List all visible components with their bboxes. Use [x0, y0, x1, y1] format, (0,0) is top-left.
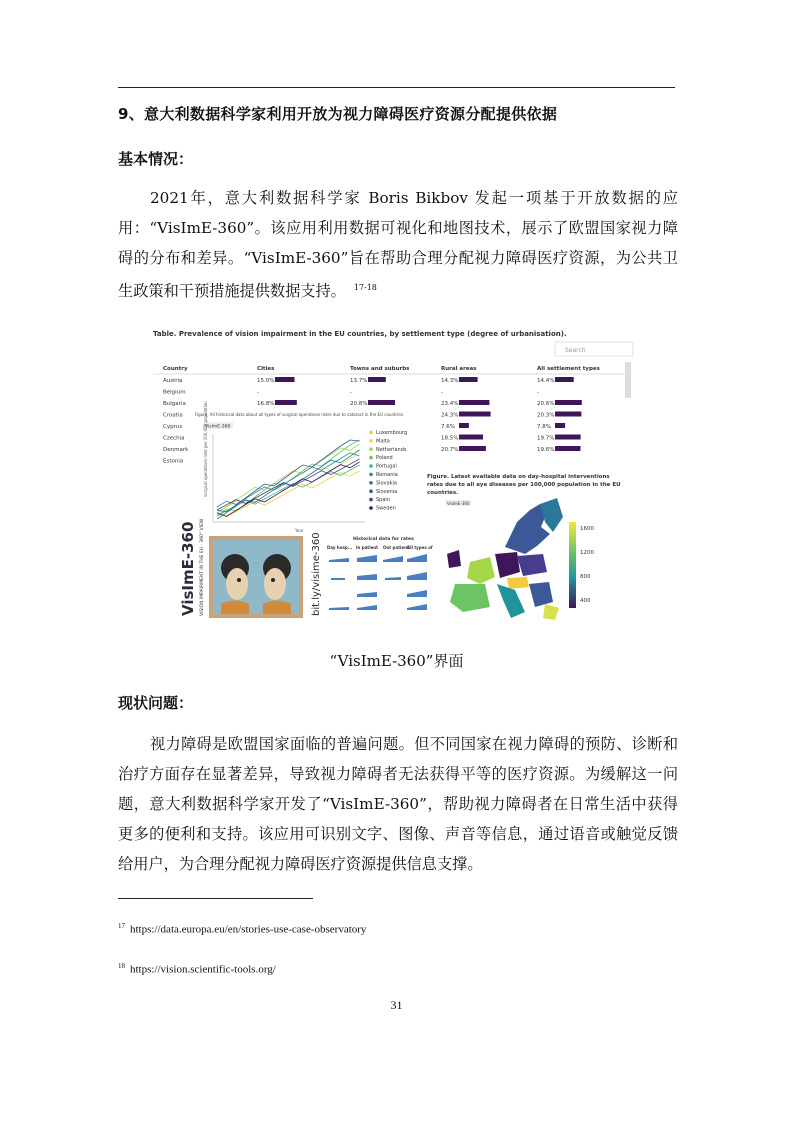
paragraph-text: 2021年，意大利数据科学家 Boris Bikbov 发起一项基于开放数据的应用：“VisImE-360”。该应用利用数据可视化和地图技术，展示了欧盟国家视力障碍的分布和差异。“VisImE-360”旨在帮助合理分配视力障碍医疗资源，为公共卫生政策和干预措施提供数据支持。 — [118, 189, 678, 301]
search-placeholder: Search — [565, 347, 586, 354]
table-header-row — [163, 366, 601, 372]
legend-marker — [369, 456, 373, 460]
table-bar — [459, 423, 469, 428]
eu-map — [447, 498, 563, 620]
table-row — [163, 459, 183, 465]
legend-marker — [369, 447, 373, 451]
line-chart-title: Figure. All historical data about all types of surgical operations rates due to cataract in the EU countries. — [195, 412, 405, 417]
table-bar — [459, 377, 478, 382]
col-country: Country — [163, 366, 188, 372]
artwork-image — [209, 536, 303, 618]
legend-item: Slovakia — [376, 480, 397, 487]
table-cell: Croatia — [163, 412, 183, 419]
paragraph-text: 视力障碍是欧盟国家面临的普遍问题。但不同国家在视力障碍的预防、诊断和治疗方面存在显著差异，导致视力障碍者无法获得平等的医疗资源。为缓解这一问题，意大利数据科学家开发了“VisImE-360”，帮助视力障碍者在日常生活中获得更多的便利和支持。该应用可识别文字、图像、声音等信息，通过语音或触觉反馈给用户，为合理分配视力障碍医疗资源提供信息支撑。 — [118, 735, 678, 873]
svg-text:1200: 1200 — [580, 550, 594, 556]
table-cell: 7.8% — [537, 424, 551, 430]
legend-item: Poland — [376, 455, 393, 462]
svg-text:In patient: In patient — [356, 545, 379, 550]
table-bar — [459, 412, 491, 417]
col-towns: Towns and suburbs — [350, 366, 410, 372]
table-bar — [555, 446, 580, 451]
table-title: Table. Prevalence of vision impairment in the EU countries, by settlement type (degree of urbanisation). — [153, 330, 567, 338]
table-cell: Bulgaria — [163, 401, 186, 407]
map-title — [427, 474, 621, 496]
legend-marker — [369, 431, 373, 435]
table-cell: 13.7% — [350, 378, 368, 384]
legend-marker — [369, 439, 373, 443]
line-chart-xlabel: Year — [295, 528, 304, 533]
footnote-number: 17 — [118, 922, 125, 930]
section-heading: 9、意大利数据科学家利用开放为视力障碍医疗资源分配提供依据 — [118, 105, 558, 123]
legend-marker — [369, 481, 373, 485]
table-cell: 20.7% — [441, 447, 459, 453]
table-bar — [555, 423, 565, 428]
legend-marker — [369, 464, 373, 468]
map-title-line3: countries. — [427, 490, 459, 496]
table-cell: - — [441, 389, 443, 396]
svg-text:800: 800 — [580, 574, 591, 580]
legend-marker — [369, 498, 373, 502]
table-cell: Czechia — [163, 435, 185, 442]
footnote-link[interactable]: https://data.europa.eu/en/stories-use-case-observatory — [130, 923, 367, 936]
map-ireland — [447, 550, 461, 568]
logo-title: VisImE-360 — [179, 521, 197, 616]
colorbar — [569, 522, 576, 608]
table-bar — [368, 377, 386, 382]
colorbar-ticks — [580, 526, 594, 604]
map-italy — [497, 584, 525, 618]
table-bar — [555, 400, 582, 405]
legend-item: Romania — [376, 472, 398, 478]
map-poland — [517, 554, 547, 576]
table-bar — [555, 377, 574, 382]
current-issues-title: 现状问题： — [118, 694, 194, 712]
page-number: 31 — [390, 998, 403, 1012]
basic-info-title: 基本情况： — [118, 150, 194, 168]
logo-subtitle: VISION IMPAIRMENT IN THE EU · 360° VIEW — [200, 518, 205, 616]
map-balkans — [529, 582, 553, 607]
table-cell: 23.4% — [441, 401, 459, 407]
hist-title: Historical data for rates — [353, 537, 414, 542]
table-cell: 24.3% — [441, 412, 459, 419]
table-cell: Belgium — [163, 389, 186, 396]
table-cell: 19.6% — [537, 447, 555, 453]
map-badge-text: VisImE-360 — [447, 501, 470, 506]
line-chart-ylabel: surgical operations rate per 100,000 population — [203, 401, 208, 497]
map-greece — [543, 604, 559, 620]
svg-text:Day hosp...: Day hosp... — [327, 545, 353, 550]
current-issues-paragraph — [118, 729, 678, 879]
map-germany — [495, 552, 520, 578]
legend-marker — [369, 473, 373, 477]
table-cell: - — [257, 389, 259, 396]
map-czechia — [507, 577, 529, 589]
table-cell: 19.7% — [537, 435, 555, 442]
footnote-number: 18 — [118, 962, 125, 970]
legend-item: Spain — [376, 497, 390, 504]
map-finland — [540, 498, 563, 532]
map-title-line2: rates due to all eye diseases per 100,000 population in the EU — [427, 482, 621, 488]
legend-item: Sweden — [376, 505, 396, 512]
table-cell: 14.4% — [537, 378, 555, 384]
table-bar — [368, 400, 395, 405]
table-cell: 18.5% — [441, 435, 459, 442]
table-cell: 15.0% — [257, 378, 275, 384]
figure-caption: “VisImE-360”界面 — [329, 652, 464, 670]
map-france — [467, 557, 495, 584]
table-cell: 7.6% — [441, 424, 455, 430]
svg-text:1600: 1600 — [580, 526, 594, 532]
col-all: All settlement types — [537, 366, 600, 372]
line-chart-badge-text: VisImE-360 — [205, 424, 231, 430]
table-bar — [275, 400, 297, 405]
table-cell: 20.8% — [350, 401, 368, 407]
table-cell: - — [350, 389, 352, 396]
visime-screenshot-figure — [145, 322, 640, 622]
col-rural: Rural areas — [441, 366, 477, 372]
legend-item: Malta — [376, 438, 390, 445]
table-cell: - — [537, 389, 539, 396]
logo-url: bit.ly/visime-360 — [311, 532, 322, 616]
table-row — [163, 377, 574, 384]
table-cell: Cyprus — [163, 424, 183, 430]
footnote-link[interactable]: https://vision.scientific-tools.org/ — [130, 963, 276, 976]
table-bar — [555, 412, 581, 417]
table-bar — [275, 377, 295, 382]
table-bar — [459, 446, 486, 451]
footnote-17 — [118, 922, 366, 936]
table-cell: Austria — [163, 378, 183, 384]
table-scrollbar — [625, 362, 631, 398]
table-cell: 20.3% — [537, 412, 555, 419]
col-cities: Cities — [257, 366, 275, 372]
svg-text:All types of: All types of — [407, 545, 433, 550]
hist-sparklines — [329, 554, 427, 610]
table-cell: Denmark — [163, 447, 189, 453]
legend-item: Portugal — [376, 463, 397, 470]
map-title-line1: Figure. Latest available data on day-hospital interventions — [427, 474, 610, 480]
legend-marker — [369, 489, 373, 493]
footnote-18 — [118, 962, 276, 976]
table-row — [163, 390, 539, 396]
footnote-ref: 17-18 — [353, 283, 377, 292]
basic-info-paragraph — [118, 183, 678, 306]
legend-item: Luxembourg — [376, 430, 408, 436]
table-cell: 14.3% — [441, 378, 459, 384]
legend-item: Slovenia — [376, 488, 398, 495]
table-bar — [555, 435, 581, 440]
table-cell: 20.6% — [537, 401, 555, 407]
table-cell: 16.8% — [257, 401, 275, 407]
map-iberia — [450, 584, 490, 612]
svg-text:400: 400 — [580, 598, 591, 604]
table-row — [163, 400, 582, 407]
svg-text:Out patient: Out patient — [383, 545, 409, 550]
hist-headers — [327, 545, 433, 550]
table-cell: Estonia — [163, 458, 184, 465]
legend-item: Netherlands — [376, 446, 407, 453]
table-bar — [459, 400, 489, 405]
header-rule — [118, 87, 675, 88]
table-bar — [459, 435, 483, 440]
footnote-rule — [118, 898, 313, 899]
legend-marker — [369, 506, 373, 510]
